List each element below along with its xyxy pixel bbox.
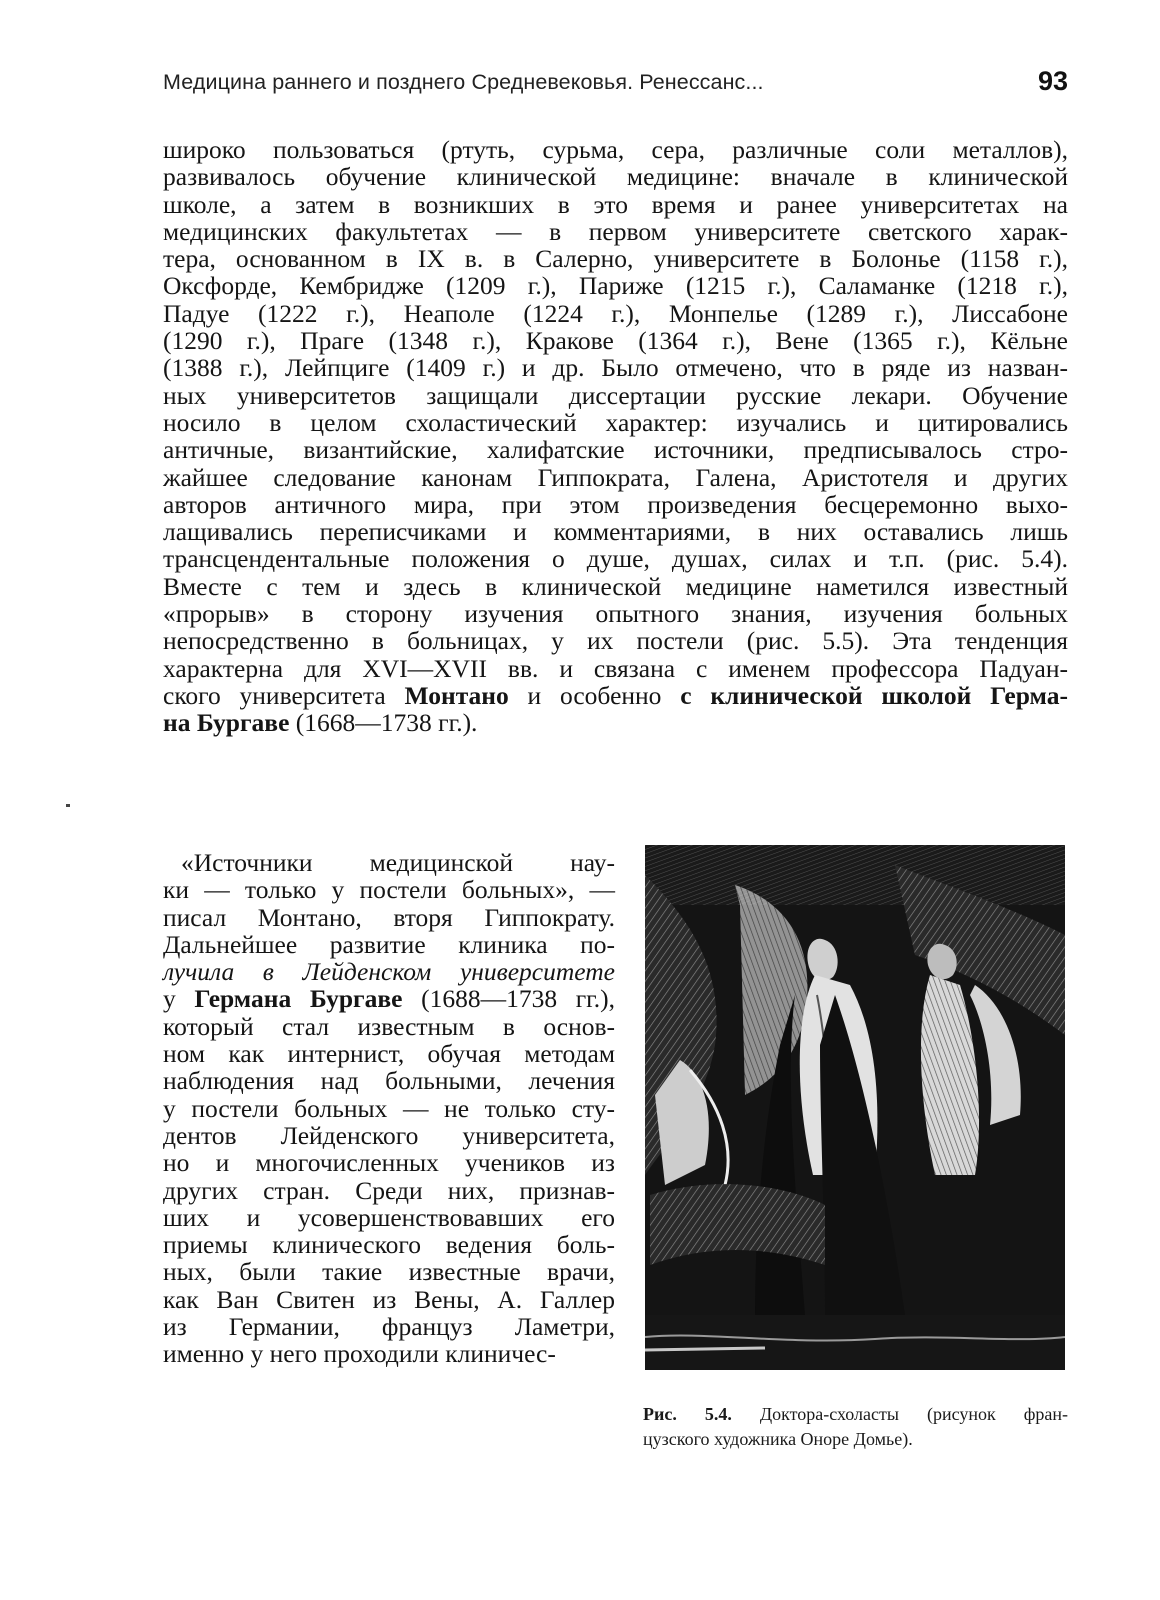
text-line: непосредственно в больницах, у их постели (рис. 5.5). Эта тенденция [163,626,1068,656]
text-run: и особенно [508,680,681,710]
bold-name: Германа Бургаве [194,984,403,1014]
text-line: жайшее следование канонам Гиппократа, Галена, Аристотеля и других [163,462,1068,492]
text-line: античные, византийские, халифатские источники, предписывалось стро- [163,435,1068,465]
text-line: дентов Лейденского университета, [163,1120,615,1150]
text-line: носило в целом схоластический характер: изучались и цитировались [163,407,1068,437]
caption-line [643,1402,1068,1427]
scan-speck [66,804,70,807]
text-line: из Германии, француз Ламетри, [163,1312,615,1342]
text-line: «прорыв» в сторону изучения опытного знания, изучения больных [163,599,1068,629]
text-run: (1668—1738 гг.). [289,708,478,738]
caption-line: цузского художника Оноре Домье). [643,1429,913,1449]
paragraph-full-width [163,136,1068,737]
page-number: 93 [1037,66,1068,96]
text-line: медицинских факультетах — в первом университете светского харак- [163,216,1068,246]
text-line: Оксфорде, Кембридже (1209 г.), Париже (1215 г.), Саламанке (1218 г.), [163,271,1068,301]
text-line: Вместе с тем и здесь в клинической медицине наметился известный [163,571,1068,601]
text-line: ших и усовершенствовавших его [163,1202,615,1232]
text-line: но и многочисленных учеников из [163,1148,615,1178]
paragraph-left-column [163,849,615,1368]
text-line: у постели больных — не только сту- [163,1093,615,1123]
text-run: у [163,984,195,1014]
bold-name: на Бургаве [163,708,290,738]
text-line-italic: лучила в Лейденском университете [163,957,615,987]
text-run: ского университета [163,680,405,710]
text-line: (1290 г.), Праге (1348 г.), Кракове (1364 г.), Вене (1365 г.), Кёльне [163,326,1068,356]
text-line: ных университетов защищали диссертации русские лекари. Обучение [163,380,1068,410]
text-line: «Источники медицинской нау- [181,848,615,877]
text-run: (1688—1738 гг.), [402,984,616,1014]
text-line [163,709,1068,736]
text-line: тера, основанном в IX в. в Салерно, университете в Болонье (1158 г.), [163,244,1068,274]
text-line: приемы клинического ведения боль- [163,1230,615,1260]
text-line [163,985,615,1012]
text-line: характерна для XVI—XVII вв. и связана с именем профессора Падуан- [163,653,1068,683]
text-line: ных, были такие известные врачи, [163,1257,615,1287]
engraving-illustration-icon [645,845,1065,1370]
text-line [163,682,1068,709]
text-line: который стал известным в основ- [163,1011,615,1041]
figure-engraving [645,845,1065,1370]
text-line: широко пользоваться (ртуть, сурьма, сера, различные соли металлов), [163,135,1068,164]
text-line: трансцендентальные положения о душе, душах, силах и т.п. (рис. 5.4). [163,544,1068,574]
running-head [163,64,1068,104]
text-line: Падуе (1222 г.), Неаполе (1224 г.), Монпелье (1289 г.), Лиссабоне [163,298,1068,328]
bold-name: Монтано [404,680,509,710]
text-line: именно у него проходили клиничес- [163,1339,556,1369]
text-line: (1388 г.), Лейпциге (1409 г.) и др. Было отмечено, что в ряде из назван- [163,353,1068,383]
running-title: Медицина раннего и позднего Средневековья. Ренессанс... [163,70,764,94]
text-line: наблюдения над больными, лечения [163,1066,615,1096]
text-line: писал Монтано, вторя Гиппократу. [163,902,615,932]
text-line: школе, а затем в возникших в это время и ранее университетах на [163,189,1068,219]
text-line: ки — только у постели больных», — [163,875,615,905]
text-line: ном как интернист, обучая методам [163,1039,615,1069]
text-line: Дальнейшее развитие клиника по- [163,929,615,959]
figure-caption [643,1402,1068,1452]
text-line: лащивались переписчиками и комментариями, в них оставались лишь [163,517,1068,547]
text-line: как Ван Свитен из Вены, А. Галлер [163,1284,615,1314]
text-line: авторов античного мира, при этом произведения бесцеремонно выхо- [163,489,1068,519]
caption-label: Рис. 5.4. [643,1404,732,1424]
text-line: других стран. Среди них, признав- [163,1175,615,1205]
caption-text: Доктора-схоласты (рисунок фран- [731,1404,1068,1424]
text-line: развивалось обучение клинической медицине: вначале в клинической [163,162,1068,192]
bold-phrase: с клинической школой Герма- [680,680,1068,710]
